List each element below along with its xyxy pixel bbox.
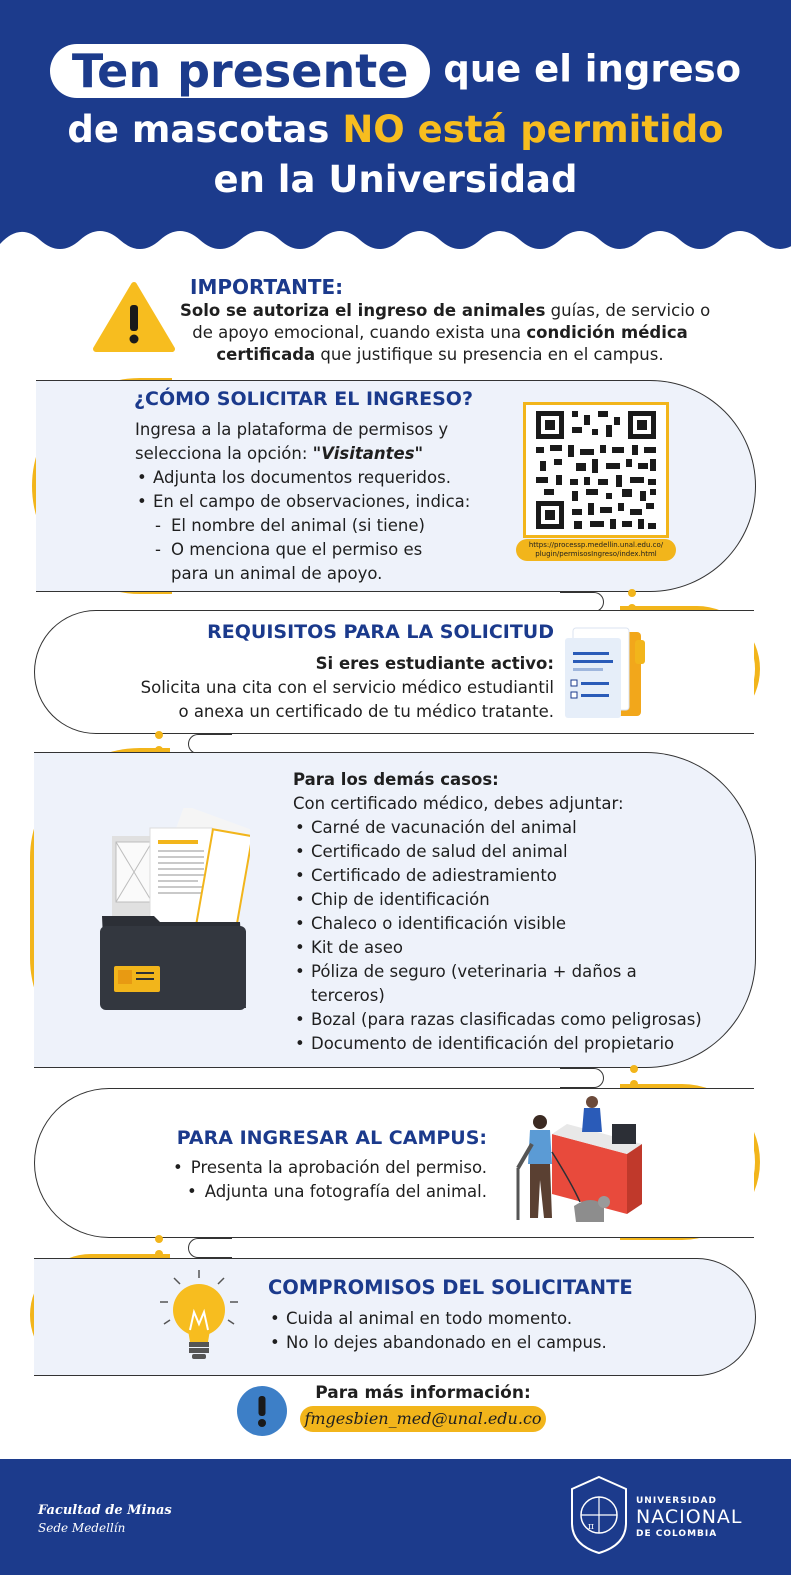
list-item: • Documento de identificación del propietario: [293, 1032, 702, 1056]
sede-name: Sede Medellín: [38, 1521, 126, 1535]
demas-intro: Con certificado médico, debes adjuntar:: [293, 794, 624, 813]
como-body: [135, 418, 470, 586]
important-bold: condición médica: [526, 323, 688, 342]
connector-dot: [630, 1065, 638, 1073]
campus-body: • Presenta la aprobación del permiso. • Adjunta una fotografía del animal.: [173, 1158, 487, 1201]
reception-desk-icon: [512, 1094, 647, 1234]
qr-url-pill[interactable]: [516, 539, 676, 561]
como-dash-item: - O menciona que el permiso es: [153, 538, 470, 562]
important-span: guías, de servicio o: [550, 301, 711, 320]
qr-code-icon: [526, 405, 666, 535]
option-visitantes: "Visitantes": [312, 444, 424, 463]
info-exclamation-icon: [236, 1385, 288, 1437]
qr-url: plugin/permisosIngreso/index.html: [535, 550, 657, 558]
title-line-2: [0, 108, 791, 151]
title-pill: Ten presente: [50, 44, 431, 98]
list-item: • Kit de aseo: [293, 936, 702, 960]
important-heading: IMPORTANTE:: [190, 275, 344, 299]
compromisos-bullet: • Cuida al animal en todo momento.: [268, 1307, 607, 1331]
connector-dot: [155, 731, 163, 739]
como-dash-item: - El nombre del animal (si tiene): [153, 514, 470, 538]
important-text: [180, 300, 711, 366]
title-text: de mascotas: [67, 108, 330, 151]
faculty-name: Facultad de Minas: [38, 1503, 172, 1518]
important-bold: certificada: [216, 345, 316, 364]
lightbulb-icon: [156, 1268, 242, 1366]
como-intro: Ingresa a la plataforma de permisos y: [135, 420, 449, 439]
list-item: • Póliza de seguro (veterinaria + daños a: [293, 960, 702, 984]
title-line-3: en la Universidad: [213, 158, 578, 201]
como-heading: ¿CÓMO SOLICITAR EL INGRESO?: [134, 388, 473, 410]
university-name-1: UNIVERSIDAD: [636, 1496, 717, 1506]
list-item: • Carné de vacunación del animal: [293, 816, 702, 840]
qr-code[interactable]: [523, 402, 669, 538]
qr-url: https://processp.medellin.unal.edu.co/: [528, 541, 664, 549]
connector: [560, 592, 604, 612]
demas-heading: Para los demás casos:: [293, 770, 499, 789]
requisitos-line: Solicita una cita con el servicio médico estudiantil: [140, 678, 554, 697]
demas-body: [293, 768, 702, 1056]
wave-divider: [0, 222, 791, 264]
important-span: que justifique su presencia en el campus.: [320, 345, 664, 364]
important-bold: Solo se autoriza el ingreso de animales: [180, 301, 546, 320]
university-name-2: NACIONAL: [636, 1506, 743, 1528]
campus-bullet: Adjunta una fotografía del animal.: [204, 1182, 487, 1201]
title-text: que el ingreso: [443, 47, 742, 91]
list-item: • Chip de identificación: [293, 888, 702, 912]
document-folder-icon: [100, 808, 250, 1012]
connector: [188, 1238, 232, 1258]
como-bullet: • En el campo de observaciones, indica:: [135, 490, 470, 514]
university-seal-icon: [568, 1475, 630, 1555]
requisitos-heading: REQUISITOS PARA LA SOLICITUD: [207, 621, 554, 643]
list-item-continued: terceros): [311, 986, 385, 1005]
warning-icon: [92, 281, 176, 353]
documents-folder-icon: [561, 626, 649, 722]
connector-dot: [155, 1235, 163, 1243]
list-item: • Certificado de adiestramiento: [293, 864, 702, 888]
svg-text:π: π: [588, 1522, 594, 1532]
como-dash-item: para un animal de apoyo.: [171, 564, 383, 583]
requisitos-sub: Si eres estudiante activo:: [315, 654, 554, 673]
email-link[interactable]: fmgesbien_med@unal.edu.co: [300, 1406, 546, 1432]
campus-bullet: Presenta la aprobación del permiso.: [190, 1158, 487, 1177]
requisitos-body: [60, 652, 554, 724]
important-span: de apoyo emocional, cuando exista una: [192, 323, 522, 342]
como-bullet: • Adjunta los documentos requeridos.: [135, 466, 470, 490]
compromisos-bullet: • No lo dejes abandonado en el campus.: [268, 1331, 607, 1355]
compromisos-body: [268, 1307, 607, 1355]
campus-heading: PARA INGRESAR AL CAMPUS:: [176, 1127, 487, 1149]
title-line-1: [0, 44, 791, 98]
compromisos-heading: COMPROMISOS DEL SOLICITANTE: [268, 1276, 633, 1299]
list-item: • Bozal (para razas clasificadas como peligrosas): [293, 1008, 702, 1032]
connector-dot: [628, 589, 636, 597]
list-item: • Certificado de salud del animal: [293, 840, 702, 864]
footer: [0, 1459, 791, 1575]
connector: [560, 1068, 604, 1088]
connector: [188, 734, 232, 754]
info-heading: Para más información:: [315, 1383, 531, 1403]
requisitos-line: o anexa un certificado de tu médico tratante.: [178, 702, 554, 721]
university-name-3: DE COLOMBIA: [636, 1529, 718, 1539]
title-highlight: NO está permitido: [342, 108, 724, 151]
como-intro: selecciona la opción:: [135, 444, 308, 463]
list-item: • Chaleco o identificación visible: [293, 912, 702, 936]
